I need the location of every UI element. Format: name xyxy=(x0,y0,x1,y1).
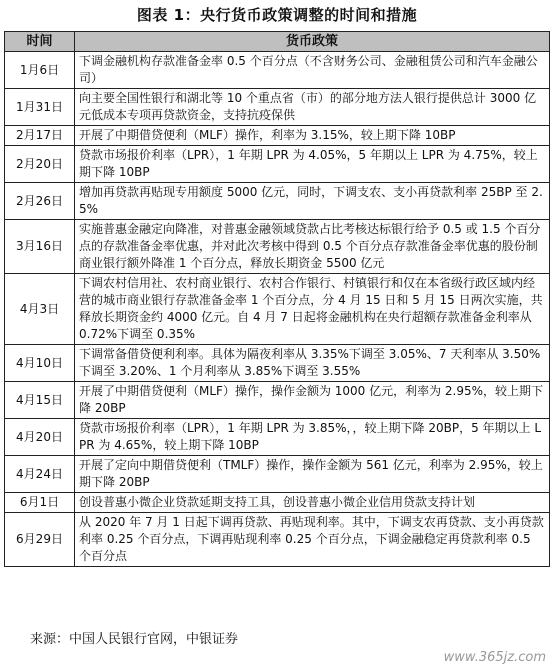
table-row xyxy=(5,419,550,456)
row-policy: 开展了定向中期借贷便利（TMLF）操作，操作金额为 561 亿元，利率为 2.95%，较上期下降 20BP xyxy=(75,456,550,493)
row-date: 6月1日 xyxy=(5,493,75,513)
row-policy: 开展了中期借贷便利（MLF）操作，利率为 3.15%，较上期下降 10BP xyxy=(75,126,550,146)
row-policy: 下调常备借贷便利利率。具体为隔夜利率从 3.35%下调至 3.05%、7 天利率从 3.50%下调至 3.20%、1 个月利率从 3.85%下调至 3.55% xyxy=(75,345,550,382)
row-date: 4月24日 xyxy=(5,456,75,493)
table-title: 图表 1：央行货币政策调整的时间和措施 xyxy=(136,6,418,24)
watermark: www.365jz.com xyxy=(443,650,546,665)
table-row xyxy=(5,382,550,419)
row-date: 4月20日 xyxy=(5,419,75,456)
row-date: 4月10日 xyxy=(5,345,75,382)
row-policy: 向主要全国性银行和湖北等 10 个重点省（市）的部分地方法人银行提供总计 3000 亿元低成本专项再贷款资金，支持抗疫保供 xyxy=(75,89,550,126)
table-row xyxy=(5,513,550,567)
table-row xyxy=(5,493,550,513)
table-row xyxy=(5,89,550,126)
source-note: 来源：中国人民银行官网，中银证券 xyxy=(30,632,239,647)
row-policy: 实施普惠金融定向降准，对普惠金融领域贷款占比考核达标银行给予 0.5 或 1.5 个百分点的存款准备金率优惠，并对此次考核中得到 0.5 个百分点存款准备金率优惠的股份制商业银行额外降准 1 个百分点，释放长期资金 5500 亿元 xyxy=(75,220,550,274)
header-row xyxy=(5,32,550,52)
table-row xyxy=(5,183,550,220)
row-date: 2月17日 xyxy=(5,126,75,146)
row-policy: 下调金融机构存款准备金率 0.5 个百分点（不含财务公司、金融租赁公司和汽车金融公司） xyxy=(75,52,550,89)
table-row xyxy=(5,146,550,183)
table-row xyxy=(5,274,550,345)
table-row xyxy=(5,52,550,89)
table-row xyxy=(5,345,550,382)
row-date: 2月26日 xyxy=(5,183,75,220)
row-date: 4月3日 xyxy=(5,274,75,345)
row-date: 4月15日 xyxy=(5,382,75,419)
table-row xyxy=(5,456,550,493)
row-date: 1月6日 xyxy=(5,52,75,89)
table-row xyxy=(5,220,550,274)
row-policy: 下调农村信用社、农村商业银行、农村合作银行、村镇银行和仅在本省级行政区域内经营的城市商业银行存款准备金率 1 个百分点，分 4 月 15 日和 5 月 15 日两次实施，共释放长期资金约 4000 亿元。自 4 月 7 日起将金融机构在央行超额存款准备金利率从 0.72%下调至 0.35% xyxy=(75,274,550,345)
header-date: 时间 xyxy=(5,32,75,52)
row-policy: 贷款市场报价利率（LPR），1 年期 LPR 为 4.05%，5 年期以上 LPR 为 4.75%，较上期下降 10BP xyxy=(75,146,550,183)
row-policy: 从 2020 年 7 月 1 日起下调再贷款、再贴现利率。其中，下调支农再贷款、支小再贷款利率 0.25 个百分点，下调再贴现利率 0.25 个百分点，下调金融稳定再贷款利率 0.5 个百分点 xyxy=(75,513,550,567)
row-date: 3月16日 xyxy=(5,220,75,274)
header-policy: 货币政策 xyxy=(75,32,550,52)
row-policy: 增加再贷款再贴现专用额度 5000 亿元，同时，下调支农、支小再贷款利率 25BP 至 2.5% xyxy=(75,183,550,220)
row-policy: 贷款市场报价利率（LPR），1 年期 LPR 为 3.85%，，较上期下降 20BP，5 年期以上 LPR 为 4.65%，较上期下降 10BP xyxy=(75,419,550,456)
row-date: 1月31日 xyxy=(5,89,75,126)
row-policy: 开展了中期借贷便利（MLF）操作，操作金额为 1000 亿元，利率为 2.95%，较上期下降 20BP xyxy=(75,382,550,419)
row-date: 6月29日 xyxy=(5,513,75,567)
table-row xyxy=(5,126,550,146)
row-policy: 创设普惠小微企业贷款延期支持工具，创设普惠小微企业信用贷款支持计划 xyxy=(75,493,550,513)
row-date: 2月20日 xyxy=(5,146,75,183)
policy-table xyxy=(4,31,550,567)
